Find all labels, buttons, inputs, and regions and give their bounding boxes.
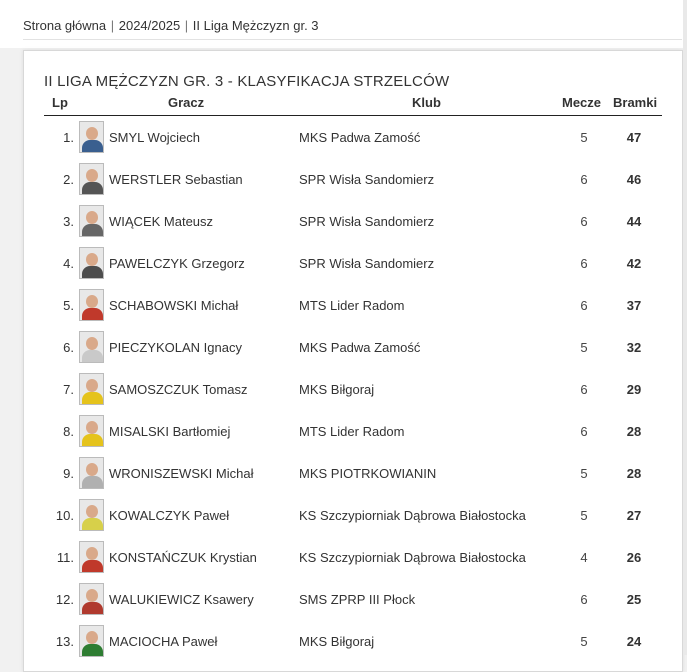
avatar-head: [86, 421, 98, 434]
avatar-head: [86, 379, 98, 392]
table-row: [44, 411, 662, 452]
rank-cell: 5.: [63, 298, 74, 313]
table-row: [44, 369, 662, 410]
player-photo[interactable]: [79, 331, 104, 363]
table-row: [44, 453, 662, 494]
matches-cell: 5: [580, 340, 588, 355]
goals-cell: 32: [626, 340, 642, 355]
breadcrumb-separator: |: [107, 18, 118, 33]
page-title: II LIGA MĘŻCZYZN GR. 3 - KLASYFIKACJA STRZELCÓW: [44, 73, 450, 90]
player-photo[interactable]: [79, 457, 104, 489]
rank-cell: 9.: [63, 466, 74, 481]
avatar-shirt: [82, 602, 103, 615]
player-name-link[interactable]: WRONISZEWSKI Michał: [109, 466, 254, 481]
player-photo[interactable]: [79, 541, 104, 573]
avatar-shirt: [82, 266, 103, 279]
matches-cell: 4: [580, 550, 588, 565]
player-photo[interactable]: [79, 289, 104, 321]
top-bar: [0, 0, 687, 48]
table-header: [44, 95, 662, 116]
table-row: [44, 117, 662, 158]
player-name-link[interactable]: MACIOCHA Paweł: [109, 634, 218, 649]
breadcrumb-home-link[interactable]: Strona główna: [23, 18, 107, 33]
goals-cell: 26: [626, 550, 642, 565]
avatar-shirt: [82, 182, 103, 195]
matches-cell: 6: [580, 256, 588, 271]
goals-cell: 37: [626, 298, 642, 313]
divider: [23, 39, 682, 40]
matches-cell: 5: [580, 634, 588, 649]
club-name-link[interactable]: SPR Wisła Sandomierz: [299, 172, 435, 187]
matches-cell: 6: [580, 172, 588, 187]
club-name-link[interactable]: MTS Lider Radom: [299, 298, 405, 313]
rank-cell: 8.: [63, 424, 74, 439]
club-name-link[interactable]: MKS Biłgoraj: [299, 382, 375, 397]
rank-cell: 1.: [63, 130, 74, 145]
player-name-link[interactable]: WALUKIEWICZ Ksawery: [109, 592, 254, 607]
rank-cell: 2.: [63, 172, 74, 187]
player-name-link[interactable]: WIĄCEK Mateusz: [109, 214, 214, 229]
avatar-head: [86, 211, 98, 224]
matches-cell: 6: [580, 298, 588, 313]
club-name-link[interactable]: MKS Padwa Zamość: [299, 130, 421, 145]
player-photo[interactable]: [79, 163, 104, 195]
avatar-shirt: [82, 350, 103, 363]
club-name-link[interactable]: SMS ZPRP III Płock: [299, 592, 416, 607]
matches-cell: 5: [580, 466, 588, 481]
goals-cell: 42: [626, 256, 642, 271]
goals-cell: 27: [626, 508, 642, 523]
player-photo[interactable]: [79, 415, 104, 447]
player-name-link[interactable]: SAMOSZCZUK Tomasz: [109, 382, 248, 397]
club-name-link[interactable]: KS Szczypiorniak Dąbrowa Białostocka: [299, 508, 526, 523]
club-name-link[interactable]: KS Szczypiorniak Dąbrowa Białostocka: [299, 550, 526, 565]
goals-cell: 47: [626, 130, 642, 145]
table-row: [44, 201, 662, 242]
player-name-link[interactable]: SMYL Wojciech: [109, 130, 201, 145]
player-photo[interactable]: [79, 121, 104, 153]
table-row: [44, 621, 662, 662]
player-photo[interactable]: [79, 625, 104, 657]
avatar-head: [86, 589, 98, 602]
column-header-goals: Bramki: [613, 95, 658, 110]
avatar-head: [86, 631, 98, 644]
breadcrumb-separator: |: [181, 18, 192, 33]
avatar-head: [86, 463, 98, 476]
goals-cell: 46: [626, 172, 642, 187]
table-row: [44, 159, 662, 200]
club-name-link[interactable]: MKS PIOTRKOWIANIN: [299, 466, 437, 481]
club-name-link[interactable]: MTS Lider Radom: [299, 424, 405, 439]
avatar-head: [86, 337, 98, 350]
avatar-shirt: [82, 434, 103, 447]
rank-cell: 11.: [56, 550, 74, 565]
goals-cell: 44: [626, 214, 642, 229]
avatar-head: [86, 505, 98, 518]
player-name-link[interactable]: MISALSKI Bartłomiej: [109, 424, 231, 439]
column-header-club: Klub: [412, 95, 441, 110]
club-name-link[interactable]: SPR Wisła Sandomierz: [299, 214, 435, 229]
table-row: [44, 579, 662, 620]
club-name-link[interactable]: MKS Padwa Zamość: [299, 340, 421, 355]
goals-cell: 24: [626, 634, 642, 649]
player-name-link[interactable]: KOWALCZYK Paweł: [109, 508, 230, 523]
table-row: [44, 537, 662, 578]
player-name-link[interactable]: WERSTLER Sebastian: [109, 172, 243, 187]
player-photo[interactable]: [79, 247, 104, 279]
matches-cell: 6: [580, 382, 588, 397]
club-name-link[interactable]: MKS Biłgoraj: [299, 634, 375, 649]
avatar-head: [86, 127, 98, 140]
breadcrumb-season-link[interactable]: 2024/2025: [118, 18, 181, 33]
table-row: [44, 243, 662, 284]
avatar-shirt: [82, 644, 103, 657]
matches-cell: 5: [580, 130, 588, 145]
player-photo[interactable]: [79, 499, 104, 531]
rank-cell: 3.: [63, 214, 74, 229]
table-row: [44, 327, 662, 368]
goals-cell: 29: [626, 382, 642, 397]
player-photo[interactable]: [79, 205, 104, 237]
avatar-shirt: [82, 476, 103, 489]
avatar-head: [86, 295, 98, 308]
table-row: [44, 285, 662, 326]
avatar-head: [86, 169, 98, 182]
matches-cell: 6: [580, 214, 588, 229]
matches-cell: 5: [580, 508, 588, 523]
avatar-shirt: [82, 140, 103, 153]
breadcrumb-league: II Liga Mężczyzn gr. 3: [192, 18, 319, 33]
rank-cell: 12.: [55, 592, 74, 607]
rank-cell: 10.: [55, 508, 74, 523]
column-header-matches: Mecze: [562, 95, 602, 110]
rank-cell: 4.: [63, 256, 74, 271]
avatar-shirt: [82, 224, 103, 237]
avatar-shirt: [82, 518, 103, 531]
matches-cell: 6: [580, 424, 588, 439]
player-name-link[interactable]: KONSTAŃCZUK Krystian: [109, 550, 257, 565]
avatar-shirt: [82, 560, 103, 573]
table-row: [44, 495, 662, 536]
rank-cell: 13.: [55, 634, 74, 649]
player-name-link[interactable]: PIECZYKOLAN Ignacy: [109, 340, 242, 355]
avatar-shirt: [82, 308, 103, 321]
column-header-player: Gracz: [168, 95, 205, 110]
column-header-lp: Lp: [52, 95, 68, 110]
breadcrumb: [23, 18, 319, 33]
player-photo[interactable]: [79, 583, 104, 615]
avatar-head: [86, 547, 98, 560]
goals-cell: 28: [626, 424, 642, 439]
scrollbar[interactable]: [683, 0, 687, 655]
player-photo[interactable]: [79, 373, 104, 405]
rank-cell: 6.: [63, 340, 74, 355]
club-name-link[interactable]: SPR Wisła Sandomierz: [299, 256, 435, 271]
scorers-panel: [23, 50, 683, 672]
avatar-head: [86, 253, 98, 266]
goals-cell: 28: [626, 466, 642, 481]
avatar-shirt: [82, 392, 103, 405]
matches-cell: 6: [580, 592, 588, 607]
goals-cell: 25: [626, 592, 642, 607]
rank-cell: 7.: [63, 382, 74, 397]
player-name-link[interactable]: PAWELCZYK Grzegorz: [109, 256, 245, 271]
player-name-link[interactable]: SCHABOWSKI Michał: [109, 298, 239, 313]
